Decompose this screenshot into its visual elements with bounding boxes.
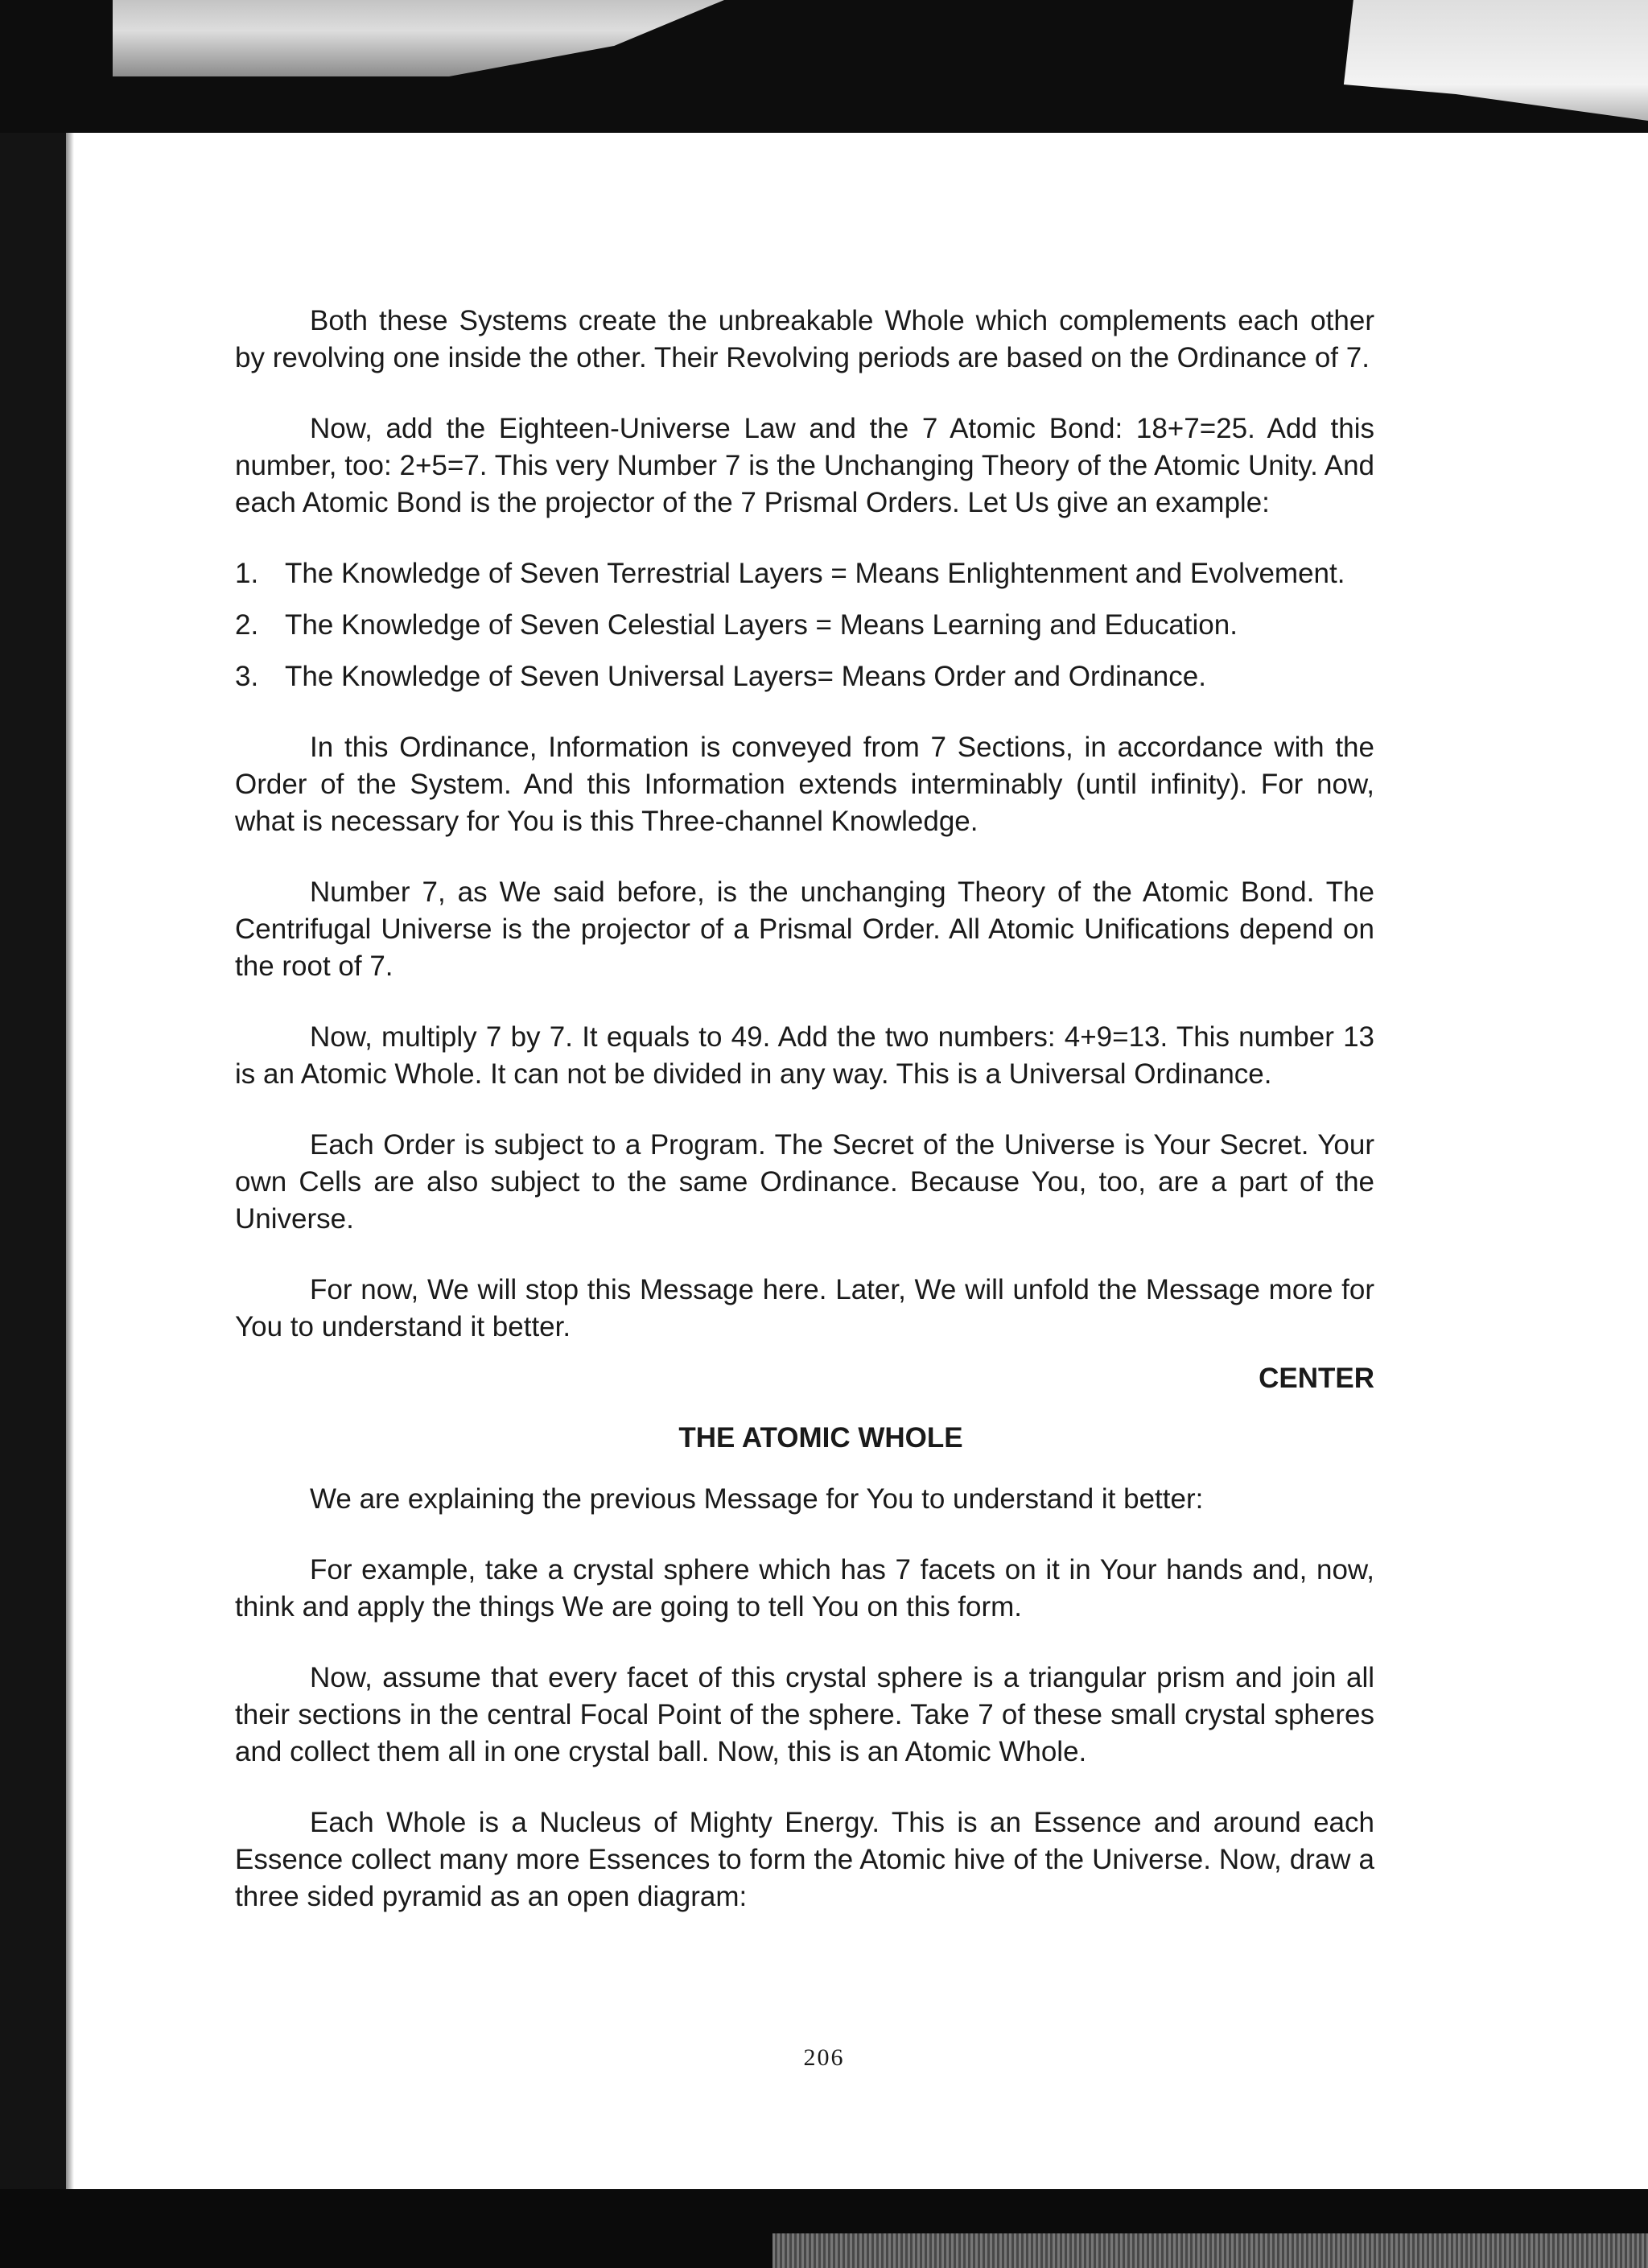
list-item-number: 1. [235, 558, 259, 589]
list-item-text: The Knowledge of Seven Celestial Layers = Means Learning and Education. [285, 609, 1238, 641]
paragraph: Both these Systems create the unbreakable Whole which complements each other by revolving one inside the other. Their Revolving periods are based on the Ordinance of 7. [235, 305, 1374, 373]
paragraph: For example, take a crystal sphere which has 7 facets on it in Your hands and, now, think and apply the things We are going to tell You on this form. [235, 1554, 1374, 1623]
list-item-number: 2. [235, 609, 259, 641]
page-number: 206 [803, 2044, 845, 2071]
paragraph: We are explaining the previous Message for You to understand it better: [310, 1483, 1204, 1515]
list-item [235, 607, 1374, 644]
paragraph: Now, assume that every facet of this crystal sphere is a triangular prism and join all their sections in the central Focal Point of the sphere. Take 7 of these small crystal spheres and collect them all in one crystal ball. Now, this is an Atomic Whole. [235, 1662, 1374, 1767]
paragraph: For now, We will stop this Message here. Later, We will unfold the Message more for You to understand it better. [235, 1274, 1374, 1342]
page-body [235, 303, 1374, 1949]
list-item [235, 658, 1374, 695]
paragraph: Each Whole is a Nucleus of Mighty Energy. This is an Essence and around each Essence collect many more Essences to form the Atomic hive of the Universe. Now, draw a three sided pyramid as an open diagram: [235, 1807, 1374, 1912]
page-binding-edge [66, 133, 74, 2189]
section-heading: THE ATOMIC WHOLE [678, 1422, 963, 1454]
paragraph: Each Order is subject to a Program. The Secret of the Universe is Your Secret. Your own Cells are also subject to the same Ordinance. Because You, too, are a part of the Universe. [235, 1129, 1374, 1235]
paragraph: In this Ordinance, Information is conveyed from 7 Sections, in accordance with the Order of the System. And this Information extends interminably (until infinity). For now, what is necessary for You is this Three-channel Knowledge. [235, 732, 1374, 837]
message-signature: CENTER [1259, 1363, 1374, 1394]
list-item-text: The Knowledge of Seven Universal Layers= Means Order and Ordinance. [285, 661, 1206, 692]
paragraph: Now, multiply 7 by 7. It equals to 49. Add the two numbers: 4+9=13. This number 13 is an Atomic Whole. It can not be divided in any way. This is a Universal Ordinance. [235, 1021, 1374, 1090]
scan-artifact-strip [772, 2233, 1648, 2268]
list-item [235, 555, 1374, 592]
paragraph: Number 7, as We said before, is the unchanging Theory of the Atomic Bond. The Centrifugal Universe is the projector of a Prismal Order. All Atomic Unifications depend on the root of 7. [235, 876, 1374, 982]
list-item-number: 3. [235, 661, 259, 692]
paragraph: Now, add the Eighteen-Universe Law and the 7 Atomic Bond: 18+7=25. Add this number, too: 2+5=7. This very Number 7 is the Unchanging Theory of the Atomic Unity. And each Atomic Bond is the projector of the 7 Prismal Orders. Let Us give an example: [235, 413, 1374, 518]
list-item-text: The Knowledge of Seven Terrestrial Layers = Means Enlightenment and Evolvement. [285, 558, 1345, 589]
